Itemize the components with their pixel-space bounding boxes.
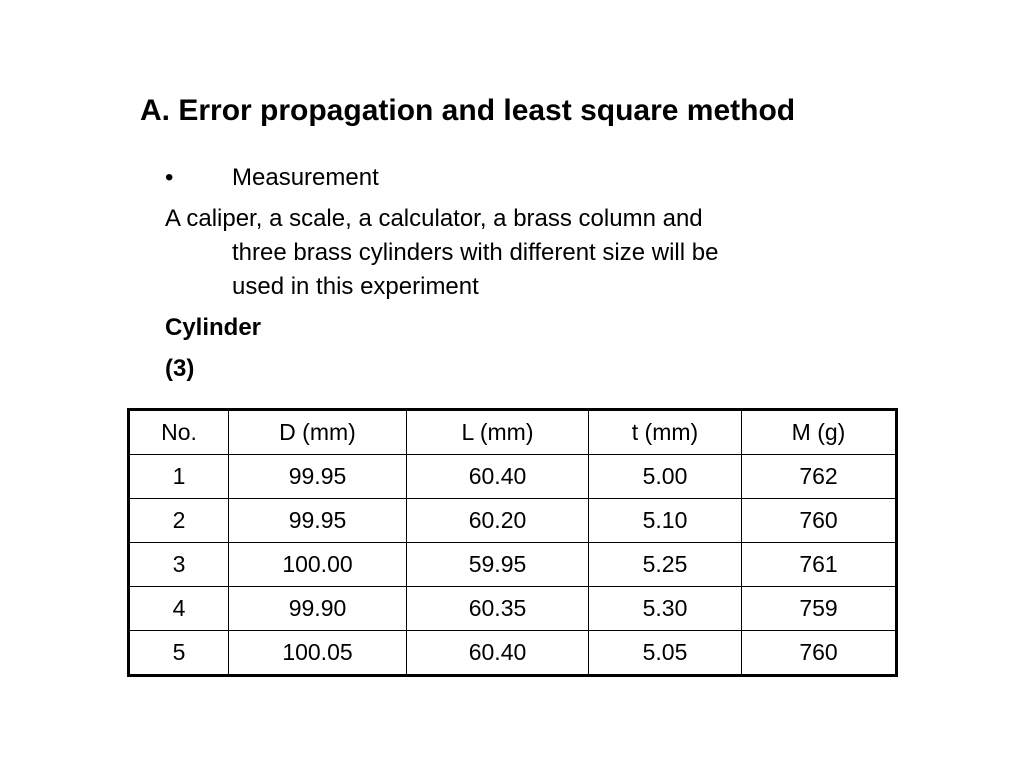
table-cell: 99.90 [229, 587, 407, 631]
table-cell: 760 [742, 631, 897, 676]
table-row [129, 631, 897, 676]
table-header-row [129, 410, 897, 455]
bullet-icon: • [165, 164, 174, 191]
paragraph-line: three brass cylinders with different size will be [232, 239, 719, 266]
table-row [129, 543, 897, 587]
subheading-cylinder: Cylinder [165, 314, 262, 341]
table-cell: 761 [742, 543, 897, 587]
table-cell: 4 [129, 587, 229, 631]
bullet-text: Measurement [232, 164, 379, 191]
table-cell: 99.95 [229, 499, 407, 543]
table-cell: 5.05 [589, 631, 742, 676]
column-header: L (mm) [407, 410, 589, 455]
table-cell: 100.00 [229, 543, 407, 587]
paragraph-line: used in this experiment [232, 273, 479, 300]
table-cell: 1 [129, 455, 229, 499]
table-cell: 2 [129, 499, 229, 543]
measurement-table [127, 408, 898, 677]
table-cell: 5 [129, 631, 229, 676]
slide-title: A. Error propagation and least square method [140, 94, 796, 127]
paragraph-line: A caliper, a scale, a calculator, a brass column and [165, 205, 703, 232]
column-header: t (mm) [589, 410, 742, 455]
table-row [129, 587, 897, 631]
table-cell: 760 [742, 499, 897, 543]
equipment-paragraph [165, 202, 718, 304]
table-cell: 59.95 [407, 543, 589, 587]
table-cell: 762 [742, 455, 897, 499]
table-cell: 3 [129, 543, 229, 587]
table-cell: 60.40 [407, 455, 589, 499]
table-cell: 60.40 [407, 631, 589, 676]
table-row [129, 455, 897, 499]
table-cell: 5.10 [589, 499, 742, 543]
column-header: M (g) [742, 410, 897, 455]
table-cell: 60.35 [407, 587, 589, 631]
table-cell: 5.30 [589, 587, 742, 631]
column-header: D (mm) [229, 410, 407, 455]
subheading-number: (3) [165, 355, 195, 382]
column-header: No. [129, 410, 229, 455]
table-cell: 99.95 [229, 455, 407, 499]
table-cell: 60.20 [407, 499, 589, 543]
table-cell: 5.00 [589, 455, 742, 499]
table-row [129, 499, 897, 543]
table-cell: 100.05 [229, 631, 407, 676]
table-cell: 5.25 [589, 543, 742, 587]
table-cell: 759 [742, 587, 897, 631]
